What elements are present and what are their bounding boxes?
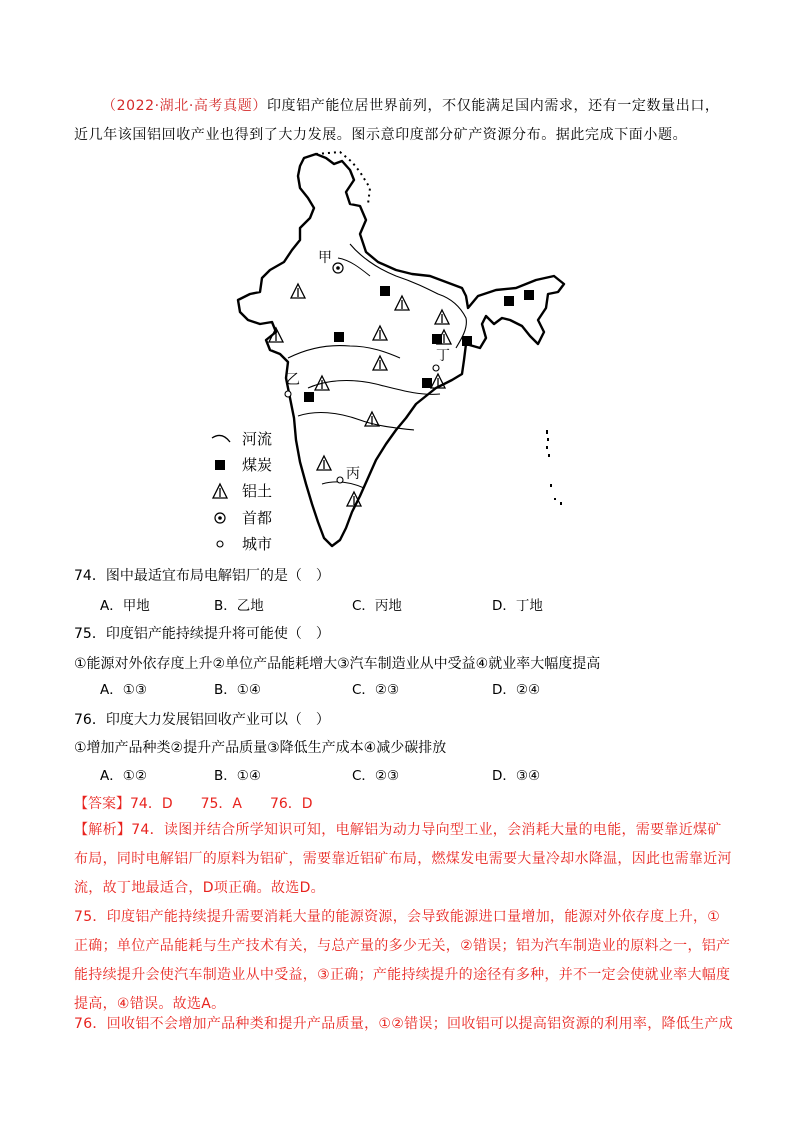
capital-marker — [333, 263, 343, 273]
source-tag: （2022·湖北·高考真题） — [102, 98, 267, 114]
option-c: C．丙地 — [352, 598, 402, 614]
city-icon — [217, 541, 223, 547]
legend-label-river: 河流 — [242, 430, 273, 448]
option-d: D．丁地 — [492, 598, 543, 614]
option-a: A．甲地 — [100, 598, 150, 614]
map-legend — [212, 430, 272, 553]
city-marker — [337, 477, 343, 483]
option-b: B．①④ — [214, 682, 261, 698]
label-bing: 丙 — [346, 466, 360, 482]
city-marker — [433, 365, 439, 371]
city-marker — [285, 391, 291, 397]
answer-line: 【答案】74．D 75．A 76．D — [74, 796, 313, 812]
legend-label-capital: 首都 — [242, 509, 273, 527]
option-c: C．②③ — [352, 768, 400, 784]
coal-marker — [524, 290, 534, 300]
intro-paragraph — [74, 92, 734, 150]
coal-icon — [215, 460, 225, 470]
option-b: B．①④ — [214, 768, 261, 784]
option-a: A．①② — [100, 768, 147, 784]
analysis-74: 【解析】74．读图并结合所学知识可知，电解铝为动力导向型工业，会消耗大量的电能，需要靠近煤矿布局，同时电解铝厂的原料为铝矿，需要靠近铝矿布局，燃煤发电需要大量冷却水降温，因此也需靠近河流，故丁地最适合，D项正确。故选D。 — [74, 822, 732, 896]
india-map-figure — [200, 148, 600, 558]
legend-label-coal: 煤炭 — [242, 456, 273, 474]
option-a: A．①③ — [100, 682, 147, 698]
analysis-76: 76．回收铝不会增加产品种类和提升产品质量，①②错误；回收铝可以提高铝资源的利用率，降低生产成 — [74, 1016, 734, 1032]
question-76-stem: 76．印度大力发展铝回收产业可以（ ） — [74, 712, 330, 728]
bauxite-icon — [213, 484, 227, 498]
option-b: B．乙地 — [214, 598, 264, 614]
india-outline — [238, 154, 564, 546]
coal-marker — [380, 286, 390, 296]
coal-marker — [432, 334, 442, 344]
question-76-statements: ①增加产品种类②提升产品质量③降低生产成本④减少碳排放 — [74, 740, 447, 756]
legend-label-city: 城市 — [242, 535, 273, 553]
label-jia: 甲 — [318, 250, 332, 266]
coal-marker — [504, 296, 514, 306]
coal-marker — [334, 332, 344, 342]
option-c: C．②③ — [352, 682, 400, 698]
coal-marker — [422, 378, 432, 388]
option-d: D．②④ — [492, 682, 541, 698]
label-ding: 丁 — [436, 348, 450, 364]
intro-text: 印度铝产能位居世界前列，不仅能满足国内需求，还有一定数量出口，近几年该国铝回收产业也得到了大力发展。图示意印度部分矿产资源分布。据此完成下面小题。 — [74, 98, 720, 143]
question-75-stem: 75．印度铝产能持续提升将可能使（ ） — [74, 626, 330, 642]
coal-marker — [304, 392, 314, 402]
analysis-75: 75．印度铝产能持续提升需要消耗大量的能源资源，会导致能源进口量增加，能源对外依存度上升，①正确；单位产品能耗与生产技术有关，与总产量的多少无关，②错误；铝为汽车制造业的原料之一，铝产能持续提升会使汽车制造业从中受益，③正确；产能持续提升的途径有多种，并不一定会使就业率大幅度提高，④错误。故选A。 — [74, 909, 731, 1012]
label-yi: 乙 — [286, 372, 300, 388]
option-d: D．③④ — [492, 768, 541, 784]
river-icon — [212, 435, 230, 442]
question-74-stem: 74．图中最适宜布局电解铝厂的是（ ） — [74, 568, 330, 584]
andaman-islands — [546, 430, 562, 505]
question-75-statements: ①能源对外依存度上升②单位产品能耗增大③汽车制造业从中受益④就业率大幅度提高 — [74, 656, 601, 672]
coal-marker — [462, 336, 472, 346]
legend-label-bauxite: 铝土 — [242, 482, 273, 500]
capital-icon — [215, 513, 225, 523]
